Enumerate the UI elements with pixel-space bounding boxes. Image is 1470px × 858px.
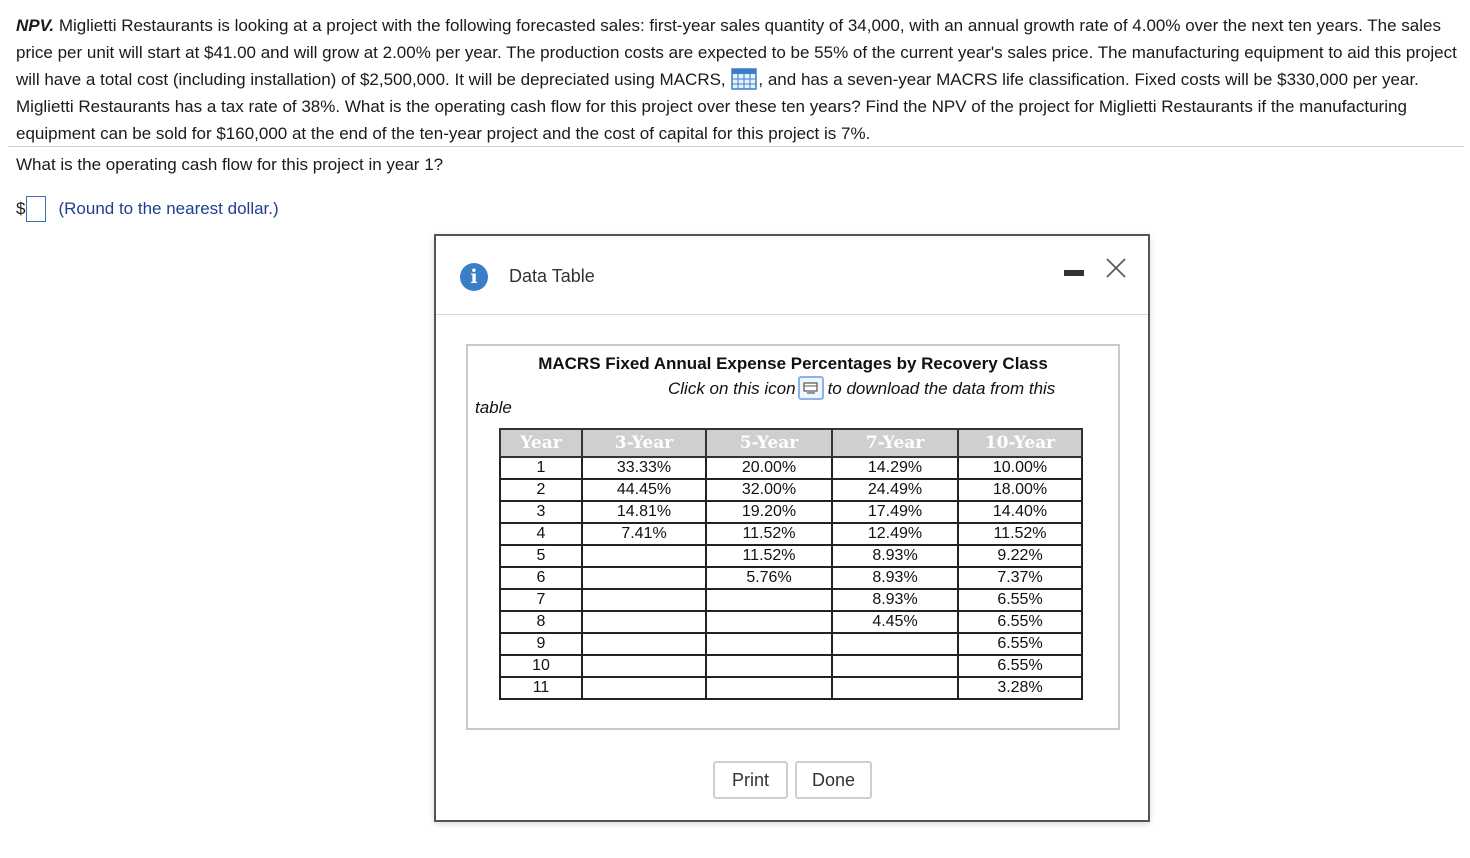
percentage-cell: 7.41% <box>582 523 706 545</box>
header-7-year: 7-Year <box>832 429 958 457</box>
question-text: What is the operating cash flow for this project in year 1? <box>16 155 444 174</box>
table-row <box>500 611 1082 633</box>
table-row <box>500 677 1082 699</box>
year-cell: 3 <box>500 501 582 523</box>
percentage-cell <box>706 611 832 633</box>
table-row <box>500 633 1082 655</box>
percentage-cell: 7.37% <box>958 567 1082 589</box>
percentage-cell <box>582 633 706 655</box>
table-row <box>500 523 1082 545</box>
data-table-dialog <box>434 234 1150 822</box>
percentage-cell: 24.49% <box>832 479 958 501</box>
percentage-cell: 4.45% <box>832 611 958 633</box>
table-title: MACRS Fixed Annual Expense Percentages by Recovery Class <box>538 354 1048 373</box>
percentage-cell: 6.55% <box>958 611 1082 633</box>
percentage-cell: 32.00% <box>706 479 832 501</box>
download-note-after: to download the data from this <box>827 379 1056 398</box>
percentage-cell <box>706 655 832 677</box>
print-button[interactable]: Print <box>713 761 788 799</box>
dialog-title: Data Table <box>509 266 595 286</box>
percentage-cell <box>706 633 832 655</box>
table-row <box>500 655 1082 677</box>
answer-hint: (Round to the nearest dollar.) <box>58 199 279 218</box>
percentage-cell: 12.49% <box>832 523 958 545</box>
percentage-cell: 20.00% <box>706 457 832 479</box>
percentage-cell: 8.93% <box>832 589 958 611</box>
percentage-cell: 6.55% <box>958 589 1082 611</box>
divider <box>8 146 1464 147</box>
download-note-wrap: table <box>475 398 512 417</box>
header-5-year: 5-Year <box>706 429 832 457</box>
percentage-cell <box>582 611 706 633</box>
percentage-cell <box>582 589 706 611</box>
table-row <box>500 589 1082 611</box>
download-icon[interactable] <box>798 376 824 400</box>
percentage-cell <box>582 567 706 589</box>
percentage-cell <box>582 677 706 699</box>
header-3-year: 3-Year <box>582 429 706 457</box>
percentage-cell: 44.45% <box>582 479 706 501</box>
year-cell: 4 <box>500 523 582 545</box>
info-icon: i <box>460 263 488 291</box>
percentage-cell: 6.55% <box>958 633 1082 655</box>
percentage-cell: 6.55% <box>958 655 1082 677</box>
percentage-cell <box>832 677 958 699</box>
year-cell: 5 <box>500 545 582 567</box>
table-row <box>500 457 1082 479</box>
macrs-table <box>499 428 1083 700</box>
year-cell: 10 <box>500 655 582 677</box>
percentage-cell: 14.40% <box>958 501 1082 523</box>
problem-text-part1: Miglietti Restaurants is looking at a project with the following forecasted sales: first-year sales quantity of 34,000, with an annual growth rate of 4.00% over the next ten years. The sales price per unit will start at $41.00 and will grow at 2.00% per year. The production costs are expected to be 55% of the current year's sales price. The manufacturing equipment to aid this project will have a total cost (including installation) of $2,500,000. It will be depreciated using MACRS, <box>16 16 1457 89</box>
done-button[interactable]: Done <box>795 761 872 799</box>
table-panel <box>466 344 1120 730</box>
percentage-cell <box>706 677 832 699</box>
percentage-cell <box>832 633 958 655</box>
percentage-cell: 19.20% <box>706 501 832 523</box>
year-cell: 8 <box>500 611 582 633</box>
answer-input[interactable] <box>26 196 46 222</box>
answer-row <box>16 196 279 222</box>
year-cell: 6 <box>500 567 582 589</box>
close-icon[interactable] <box>1104 256 1128 280</box>
header-10-year: 10-Year <box>958 429 1082 457</box>
percentage-cell <box>582 655 706 677</box>
percentage-cell: 14.81% <box>582 501 706 523</box>
percentage-cell: 33.33% <box>582 457 706 479</box>
year-cell: 1 <box>500 457 582 479</box>
table-row <box>500 479 1082 501</box>
table-row <box>500 501 1082 523</box>
year-cell: 7 <box>500 589 582 611</box>
dialog-header <box>436 236 1148 315</box>
table-row <box>500 567 1082 589</box>
percentage-cell: 8.93% <box>832 567 958 589</box>
problem-lead: NPV. <box>16 16 55 35</box>
percentage-cell: 11.52% <box>706 545 832 567</box>
problem-paragraph <box>16 12 1461 147</box>
percentage-cell: 10.00% <box>958 457 1082 479</box>
download-note <box>668 376 1055 400</box>
year-cell: 9 <box>500 633 582 655</box>
percentage-cell: 17.49% <box>832 501 958 523</box>
problem-text-part2: , and has a seven-year MACRS life classification. Fixed costs will be $330,000 per year. Miglietti Restaurants has a tax rate of 38%. What is the operating cash flow for this project over these ten years? Find the NPV of the project for Miglietti Restaurants if the manufacturing equipment can be sold for $160,000 at the end of the ten-year project and the cost of capital for this project is 7%. <box>16 70 1419 143</box>
percentage-cell: 9.22% <box>958 545 1082 567</box>
percentage-cell <box>582 545 706 567</box>
download-note-before: Click on this icon <box>668 379 796 398</box>
percentage-cell: 8.93% <box>832 545 958 567</box>
percentage-cell: 11.52% <box>958 523 1082 545</box>
percentage-cell: 14.29% <box>832 457 958 479</box>
table-row <box>500 545 1082 567</box>
percentage-cell: 11.52% <box>706 523 832 545</box>
table-header-row <box>500 429 1082 457</box>
percentage-cell <box>706 589 832 611</box>
problem-statement <box>16 12 1461 147</box>
currency-symbol: $ <box>16 199 26 218</box>
percentage-cell <box>832 655 958 677</box>
minimize-icon[interactable] <box>1064 270 1084 276</box>
header-year: Year <box>500 429 582 457</box>
percentage-cell: 18.00% <box>958 479 1082 501</box>
percentage-cell: 5.76% <box>706 567 832 589</box>
percentage-cell: 3.28% <box>958 677 1082 699</box>
year-cell: 11 <box>500 677 582 699</box>
table-grid-icon[interactable] <box>731 68 757 90</box>
year-cell: 2 <box>500 479 582 501</box>
